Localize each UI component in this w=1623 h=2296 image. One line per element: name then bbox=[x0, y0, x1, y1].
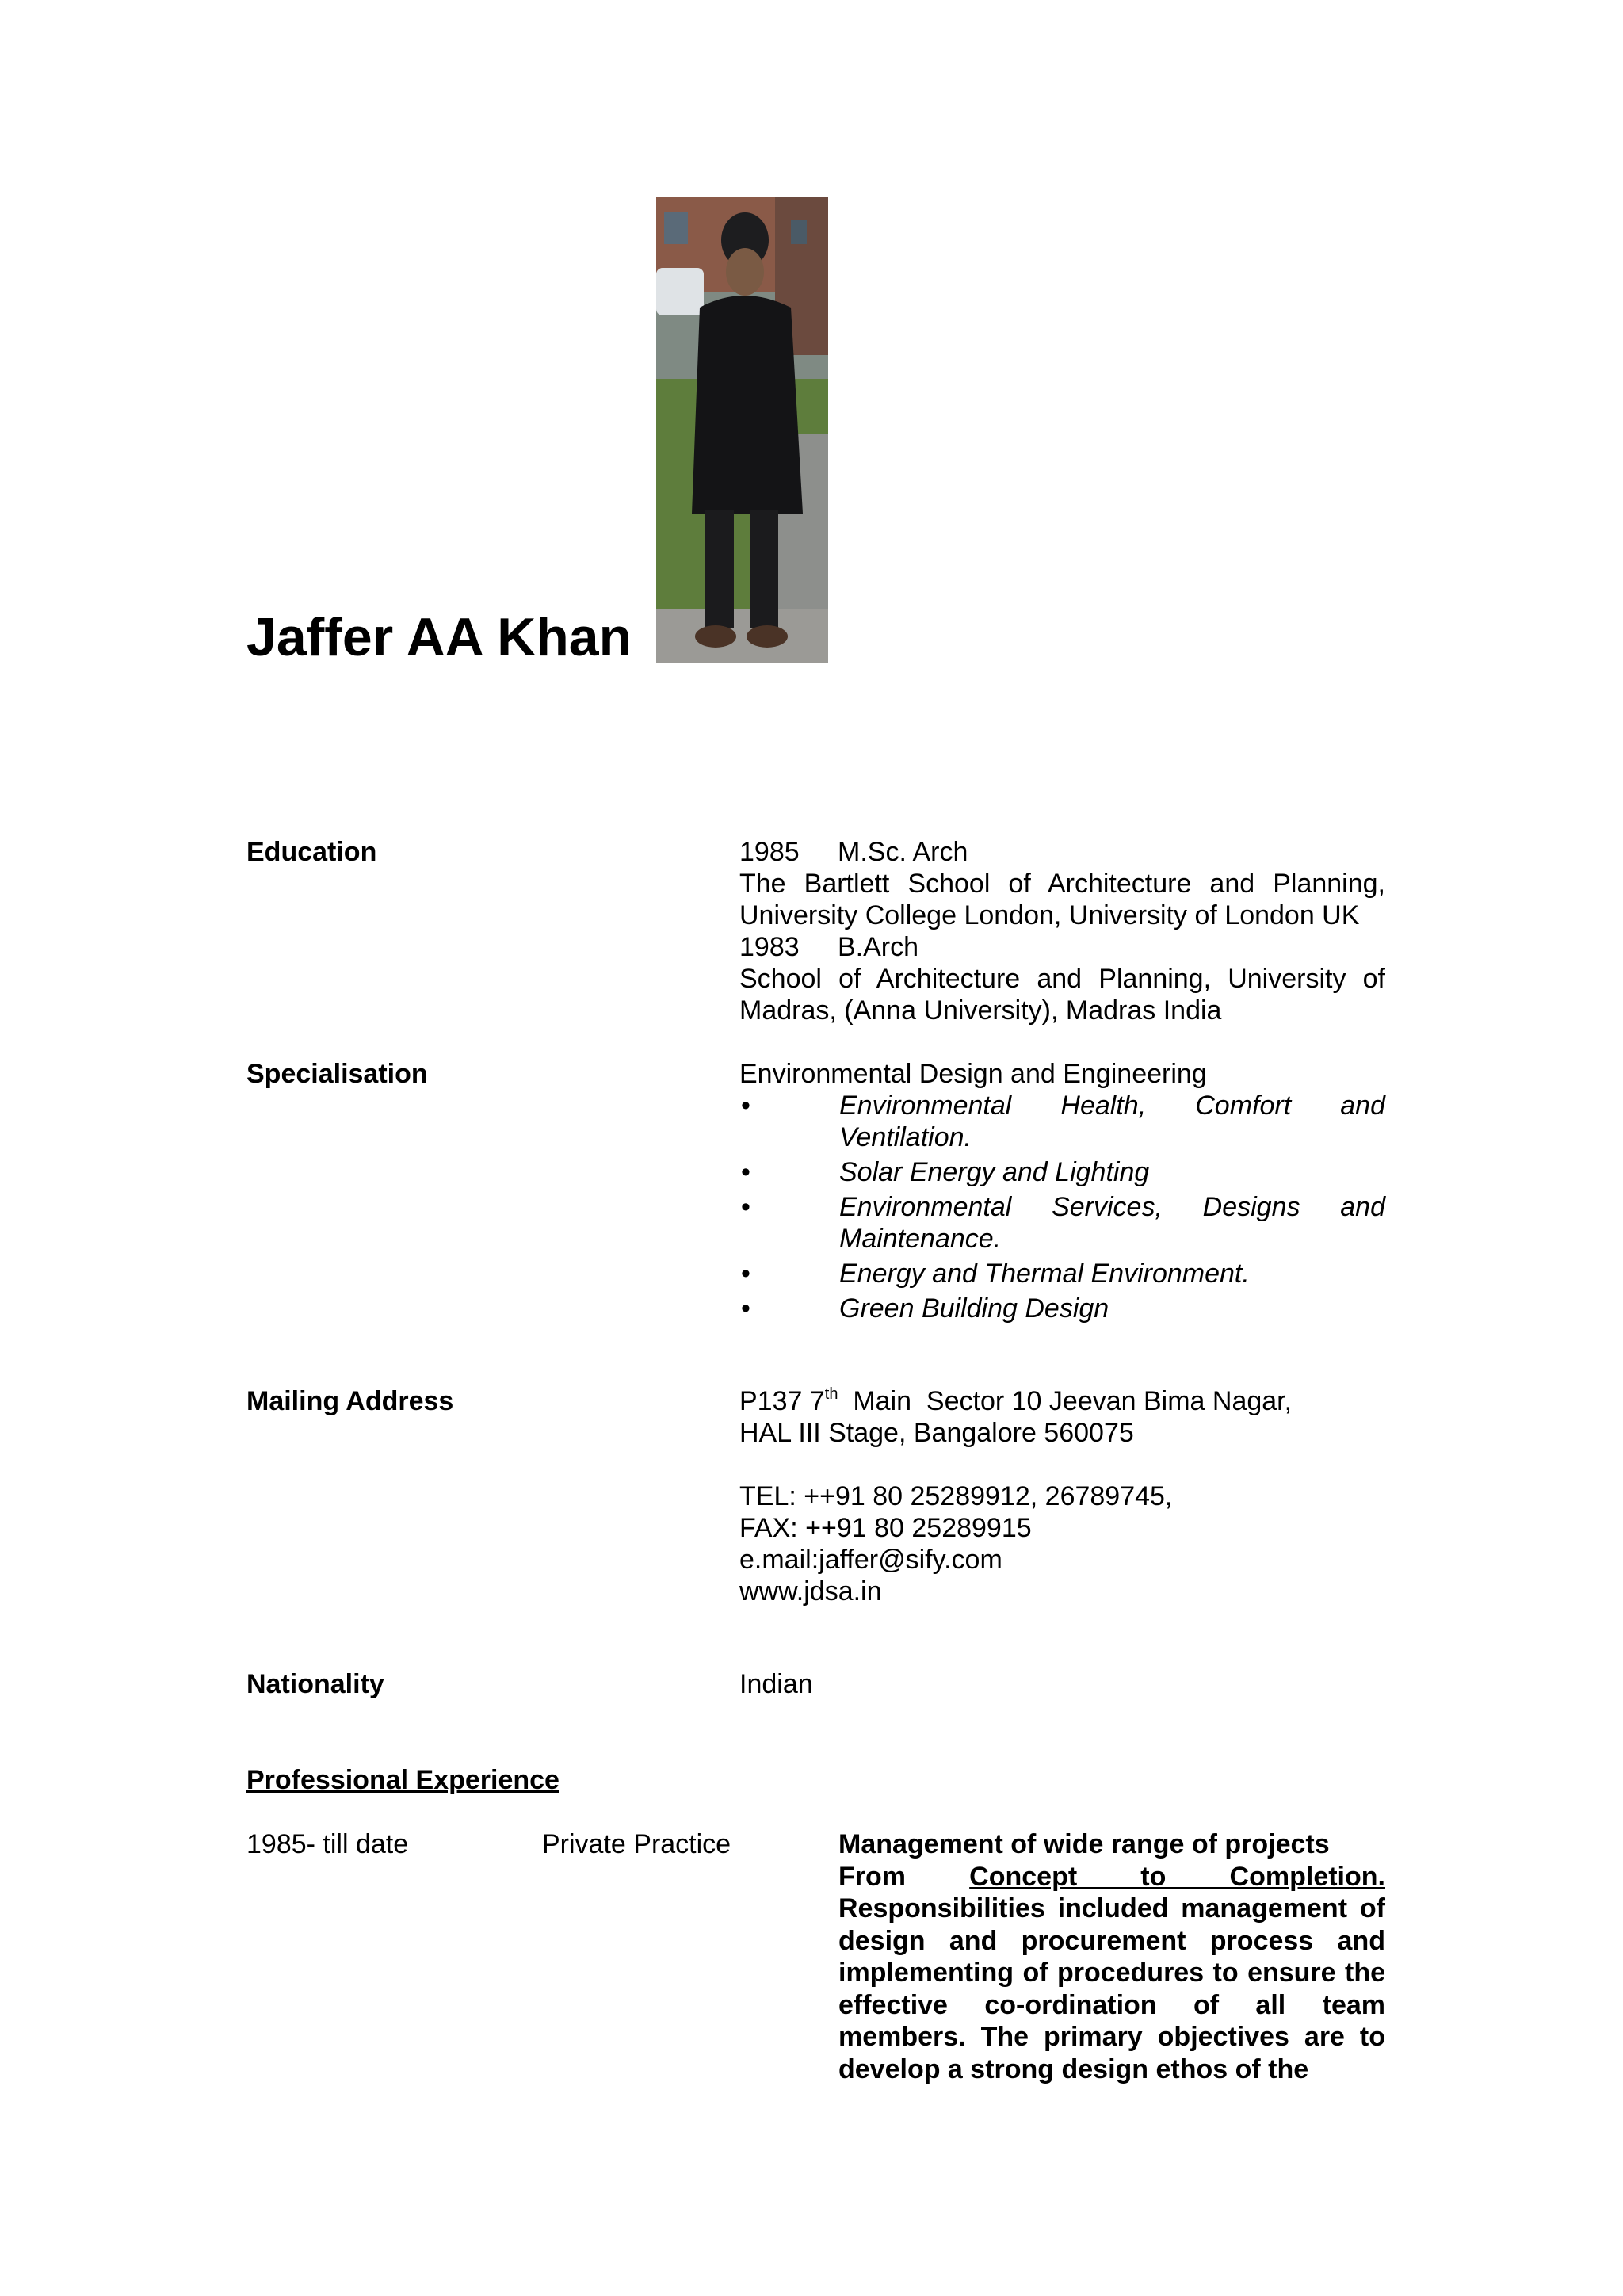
experience-role: Private Practice bbox=[542, 1829, 731, 1859]
education-entry-2-heading bbox=[739, 931, 1385, 963]
person-name: Jaffer AA Khan bbox=[246, 607, 632, 667]
address-line-2: HAL III Stage, Bangalore 560075 bbox=[739, 1418, 1134, 1448]
bullet-icon: • bbox=[741, 1259, 750, 1289]
experience-from-text: From bbox=[838, 1861, 906, 1892]
education-institution: The Bartlett School of Architecture and Planning, bbox=[739, 869, 1385, 899]
spacer bbox=[739, 1449, 1385, 1480]
specialisation-intro: Environmental Design and Engineering bbox=[739, 1059, 1207, 1089]
education-label: Education bbox=[246, 837, 377, 867]
profile-photo-image bbox=[656, 197, 828, 663]
concept-to-completion: Concept to Completion. bbox=[969, 1861, 1385, 1892]
education-degree: B.Arch bbox=[838, 932, 919, 962]
experience-description bbox=[838, 1828, 1385, 2085]
education-year: 1983 bbox=[739, 932, 800, 962]
specialisation-item-text: Green Building Design bbox=[839, 1293, 1109, 1324]
address-line-1-end: Main Sector 10 Jeevan Bima Nagar, bbox=[838, 1386, 1293, 1416]
specialisation-item-text: Environmental Health, Comfort and Ventilation. bbox=[839, 1091, 1385, 1152]
bullet-icon: • bbox=[741, 1091, 750, 1121]
mailing-address-content bbox=[739, 1385, 1385, 1607]
education-institution: Madras, (Anna University), Madras India bbox=[739, 995, 1222, 1026]
nationality-value: Indian bbox=[739, 1669, 813, 1699]
list-item bbox=[739, 1090, 1385, 1153]
experience-date: 1985- till date bbox=[246, 1829, 409, 1859]
list-item bbox=[739, 1156, 1385, 1188]
nationality-label: Nationality bbox=[246, 1669, 384, 1699]
specialisation-item-text: Environmental Services, Designs and Maintenance. bbox=[839, 1192, 1385, 1254]
list-item bbox=[739, 1191, 1385, 1255]
experience-description-line: Management of wide range of projects bbox=[838, 1829, 1330, 1859]
education-institution: School of Architecture and Planning, University of bbox=[739, 964, 1385, 994]
specialisation-list bbox=[739, 1090, 1385, 1324]
experience-description-line bbox=[838, 1861, 1385, 1893]
specialisation-item-text: Energy and Thermal Environment. bbox=[839, 1259, 1250, 1289]
education-year: 1985 bbox=[739, 837, 800, 867]
bullet-icon: • bbox=[741, 1192, 750, 1222]
experience-description-body: Responsibilities included management of design and procurement process and implementing of procedures to ensure the effective co-ordination of all team members. The primary objectives are to develop a strong design ethos of the bbox=[838, 1893, 1385, 2084]
education-entry-1-heading bbox=[739, 836, 1385, 868]
address-superscript: th bbox=[824, 1385, 838, 1403]
bullet-icon: • bbox=[741, 1293, 750, 1324]
list-item bbox=[739, 1293, 1385, 1324]
telephone: TEL: ++91 80 25289912, 26789745, bbox=[739, 1481, 1173, 1511]
professional-experience-heading: Professional Experience bbox=[246, 1765, 559, 1795]
address-line-1-start: P137 7 bbox=[739, 1386, 825, 1416]
education-institution: University College London, University of London UK bbox=[739, 900, 1360, 930]
address-line-1 bbox=[739, 1385, 1385, 1417]
email: e.mail:jaffer@sify.com bbox=[739, 1545, 1002, 1575]
fax: FAX: ++91 80 25289915 bbox=[739, 1513, 1032, 1543]
specialisation-item-text: Solar Energy and Lighting bbox=[839, 1157, 1150, 1187]
mailing-address-label: Mailing Address bbox=[246, 1386, 454, 1416]
specialisation-label: Specialisation bbox=[246, 1059, 428, 1089]
education-degree: M.Sc. Arch bbox=[838, 837, 968, 867]
specialisation-content bbox=[739, 1058, 1385, 1328]
website: www.jdsa.in bbox=[739, 1576, 882, 1606]
bullet-icon: • bbox=[741, 1157, 750, 1187]
profile-photo bbox=[656, 197, 828, 663]
list-item bbox=[739, 1258, 1385, 1289]
education-entries bbox=[739, 836, 1385, 1026]
